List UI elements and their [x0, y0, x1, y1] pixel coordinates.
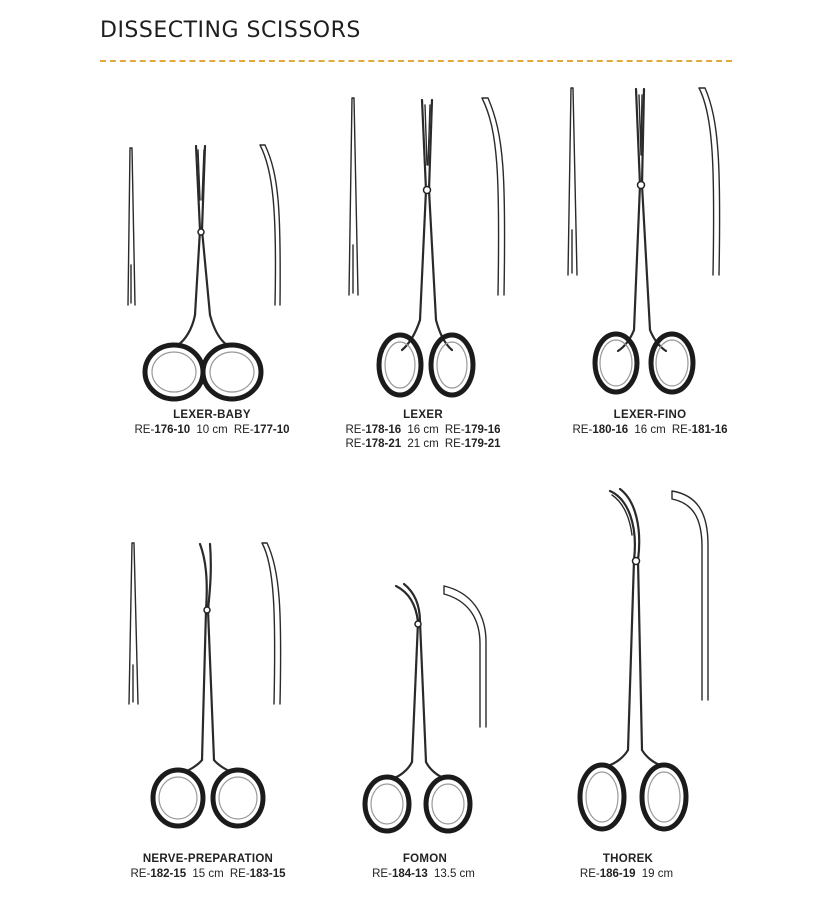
length-value: 15 cm: [192, 868, 224, 880]
nerve-preparation-scissors-illustration: [148, 540, 273, 840]
size-line: RE-184-13 13.5 cm: [372, 868, 475, 880]
curved-article-number: 183-15: [249, 868, 286, 880]
straight-article-number: 178-16: [365, 424, 402, 436]
size-line: RE-178-21 21 cm RE-179-21: [345, 438, 501, 450]
straight-tip-illustration: [344, 95, 362, 300]
straight-article-number: 178-21: [365, 438, 402, 450]
straight-article-number: 182-15: [150, 868, 187, 880]
curved-article-number: 177-10: [253, 424, 290, 436]
straight-article-number: 176-10: [154, 424, 191, 436]
size-line: RE-186-19 19 cm: [579, 868, 674, 880]
length-value: 21 cm: [407, 438, 439, 450]
length-value: 16 cm: [407, 424, 439, 436]
length-value: 19 cm: [641, 868, 674, 880]
product-name: LEXER-FINO: [613, 409, 687, 421]
product-name: LEXER: [403, 409, 443, 421]
size-line: RE-182-15 15 cm RE-183-15: [130, 868, 286, 880]
curved-tip-illustration: [695, 85, 727, 280]
product-thorek: [498, 852, 758, 881]
straight-tip-illustration: [124, 540, 142, 708]
lexer-fino-scissors-illustration: [590, 85, 710, 400]
product-name: LEXER-BABY: [173, 409, 251, 421]
lexer-scissors-illustration: [370, 95, 490, 400]
title-divider: [100, 60, 732, 62]
curved-article-number: 179-21: [464, 438, 501, 450]
product-name: FOMON: [402, 853, 448, 865]
page-title: DISSECTING SCISSORS: [100, 18, 361, 43]
size-line: RE-180-16 16 cm RE-181-16: [572, 424, 728, 436]
length-value: 10 cm: [196, 424, 228, 436]
curved-tip-illustration: [440, 582, 500, 732]
curved-article-number: 181-16: [691, 424, 728, 436]
curved-tip-illustration: [668, 485, 723, 705]
product-lexer-fino: [520, 408, 780, 437]
curved-tip-illustration: [255, 140, 285, 310]
straight-tip-illustration: [123, 145, 139, 310]
lexer-baby-scissors-illustration: [140, 140, 270, 405]
curved-tip-illustration: [478, 95, 513, 300]
straight-tip-illustration: [563, 85, 581, 280]
product-name: THOREK: [602, 853, 654, 865]
straight-article-number: 184-13: [391, 868, 428, 880]
straight-article-number: 180-16: [592, 424, 629, 436]
product-lexer: [293, 408, 553, 451]
size-line: RE-178-16 16 cm RE-179-16: [345, 424, 501, 436]
straight-article-number: 186-19: [599, 868, 636, 880]
length-value: 13.5 cm: [433, 868, 475, 880]
curved-article-number: 179-16: [464, 424, 501, 436]
product-name: NERVE-PREPARATION: [142, 853, 274, 865]
curved-tip-illustration: [258, 540, 288, 708]
size-line: RE-176-10 10 cm RE-177-10: [134, 424, 290, 436]
length-value: 16 cm: [634, 424, 666, 436]
